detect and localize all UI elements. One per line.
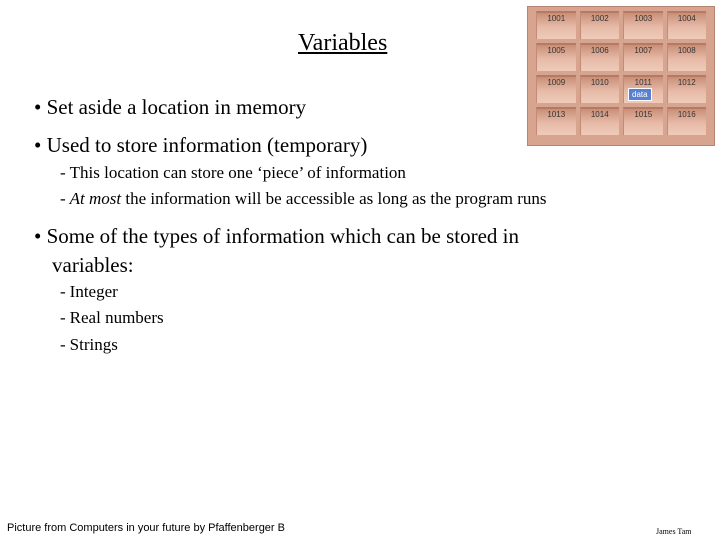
- mailbox-cell: [536, 43, 576, 71]
- mailbox-cell: [580, 43, 620, 71]
- cell-address: 1009: [547, 78, 566, 87]
- cell-address: 1007: [634, 46, 653, 55]
- memory-mailbox-image: [527, 6, 715, 146]
- mailbox-cell: [623, 107, 663, 135]
- sub-bullet-dash: -: [60, 282, 66, 301]
- cell-address: 1015: [634, 110, 653, 119]
- mailbox-cell: [536, 11, 576, 39]
- sub-bullet-item: [60, 163, 406, 183]
- sub-bullet-text: the information will be accessible as long as the program runs: [121, 189, 547, 208]
- image-credit-caption: Picture from Computers in your future by Pfaffenberger B: [7, 522, 285, 534]
- author-footer: James Tam: [656, 527, 692, 536]
- mailbox-grid: [536, 11, 706, 135]
- mailbox-cell: [667, 43, 707, 71]
- sub-bullet-dash: -: [60, 189, 66, 208]
- cell-address: 1012: [677, 78, 696, 87]
- cell-address: 1003: [634, 14, 653, 23]
- sub-bullet-item: [60, 308, 164, 328]
- sub-bullet-dash: -: [60, 335, 66, 354]
- sub-bullet-item: [60, 282, 118, 302]
- bullet-item: • Some of the types of information which can be stored in: [34, 224, 519, 248]
- cell-address: 1011: [634, 78, 652, 87]
- cell-address: 1001: [547, 14, 566, 23]
- sub-bullet-dash: -: [60, 163, 66, 182]
- cell-address: 1006: [590, 46, 609, 55]
- sub-bullet-item: [60, 335, 118, 355]
- data-chip: data: [628, 88, 652, 101]
- cell-address: 1004: [677, 14, 696, 23]
- sub-bullet-text: This location can store one ‘piece’ of information: [69, 163, 406, 182]
- mailbox-cell: [667, 75, 707, 103]
- mailbox-cell: [580, 107, 620, 135]
- cell-address: 1016: [677, 110, 696, 119]
- mailbox-cell: [580, 75, 620, 103]
- mailbox-cell: [667, 107, 707, 135]
- sub-bullet-emphasis: At most: [69, 189, 122, 208]
- cell-address: 1002: [590, 14, 609, 23]
- cell-address: 1014: [590, 110, 609, 119]
- mailbox-cell: [580, 11, 620, 39]
- mailbox-cell: [536, 107, 576, 135]
- mailbox-cell: [623, 75, 663, 103]
- slide-title: Variables: [298, 30, 388, 56]
- sub-bullet-text: Real numbers: [69, 308, 164, 327]
- sub-bullet-text: Strings: [69, 335, 118, 354]
- sub-bullet-item: [60, 189, 547, 209]
- bullet-item: • Set aside a location in memory: [34, 95, 307, 119]
- sub-bullet-dash: -: [60, 308, 66, 327]
- cell-address: 1005: [547, 46, 566, 55]
- cell-address: 1008: [677, 46, 696, 55]
- mailbox-cell: [667, 11, 707, 39]
- mailbox-cell: [623, 11, 663, 39]
- cell-address: 1013: [547, 110, 566, 119]
- mailbox-cell: [536, 75, 576, 103]
- sub-bullet-text: Integer: [69, 282, 118, 301]
- bullet-item: • Used to store information (temporary): [34, 133, 368, 157]
- mailbox-cell: [623, 43, 663, 71]
- bullet-continuation: variables:: [52, 253, 134, 277]
- cell-address: 1010: [590, 78, 609, 87]
